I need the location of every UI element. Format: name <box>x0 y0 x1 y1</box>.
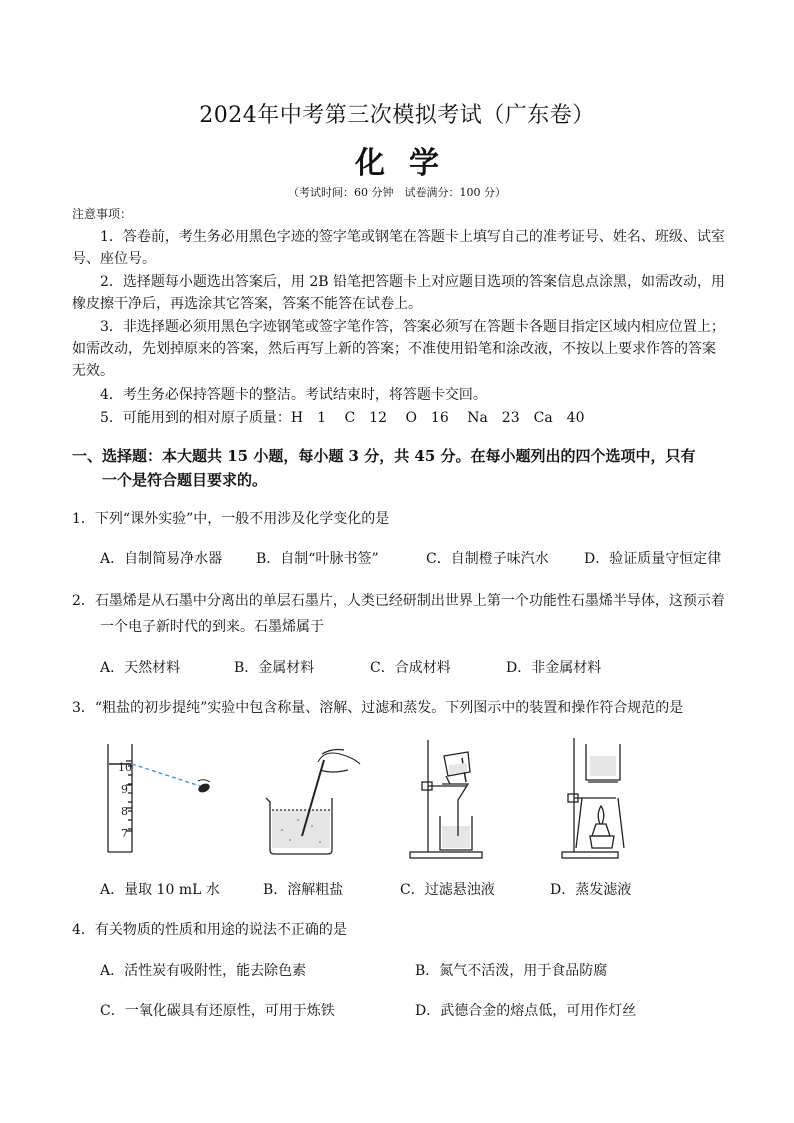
cylinder-tick-7: 7 <box>121 827 128 840</box>
question-4-option-b[interactable]: B．氮气不活泼，用于食品防腐 <box>415 963 608 979</box>
exam-info: （考试时间：60 分钟 试卷满分：100 分） <box>288 186 506 199</box>
question-3-option-b[interactable]: B．溶解粗盐 <box>263 882 344 898</box>
notice-item-2: 2．选择题每小题选出答案后，用 2B 铅笔把答题卡上对应题目选项的答案信息点涂黑，如需改动，用橡皮擦干净后，再选涂其它答案，答案不能答在试卷上。 <box>72 274 726 312</box>
cylinder-tick-10: 10 <box>118 761 132 774</box>
subject-title: 化学 <box>355 146 463 181</box>
question-4-option-d[interactable]: D．武德合金的熔点低，可用作灯丝 <box>415 1003 637 1019</box>
cylinder-tick-9: 9 <box>121 783 128 796</box>
graduated-cylinder-figure <box>100 738 230 858</box>
question-3-option-d[interactable]: D．蒸发滤液 <box>550 882 632 898</box>
notice-item-3: 3．非选择题必须用黑色字迹钢笔或签字笔作答，答案必须写在答题卡各题目指定区域内相应位置上；如需改动，先划掉原来的答案，然后再写上新的答案；不准使用铅笔和涂改液，不按以上要求作答的答案无效。 <box>72 319 725 379</box>
question-4-option-a[interactable]: A．活性炭有吸附性，能去除色素 <box>100 963 307 979</box>
filtration-figure <box>406 736 506 860</box>
question-2-option-d[interactable]: D．非金属材料 <box>506 660 602 676</box>
eye-icon <box>197 780 211 794</box>
question-4-stem: 4．有关物质的性质和用途的说法不正确的是 <box>72 922 347 938</box>
question-1-option-b[interactable]: B．自制“叶脉书签” <box>256 551 379 567</box>
section-heading-line2: 一个是符合题目要求的。 <box>102 471 268 489</box>
cylinder-tick-8: 8 <box>121 805 128 818</box>
question-1-option-d[interactable]: D．验证质量守恒定律 <box>584 551 722 567</box>
beaker-stirring-figure <box>262 740 372 858</box>
question-3-option-c[interactable]: C．过滤悬浊液 <box>400 882 495 898</box>
evaporation-figure <box>556 736 636 860</box>
question-1-option-c[interactable]: C．自制橙子味汽水 <box>426 551 549 567</box>
section-heading-line1: 一、选择题：本大题共 15 小题，每小题 3 分，共 45 分。在每小题列出的四个选项中，只有 <box>72 447 696 465</box>
exam-title: 2024年中考第三次模拟考试（广东卷） <box>199 103 595 128</box>
question-2-stem-line2: 一个电子新时代的到来。石墨烯属于 <box>100 619 324 635</box>
question-1-option-a[interactable]: A．自制简易净水器 <box>100 551 223 567</box>
question-2-option-c[interactable]: C．合成材料 <box>370 660 451 676</box>
question-2-option-a[interactable]: A．天然材料 <box>100 660 181 676</box>
question-2-option-b[interactable]: B．金属材料 <box>234 660 315 676</box>
notice-item-5: 5．可能用到的相对原子质量：H 1 C 12 O 16 Na 23 Ca 40 <box>100 410 585 426</box>
question-3-option-a[interactable]: A．量取 10 mL 水 <box>100 882 220 898</box>
question-1-stem: 1．下列“课外实验”中，一般不用涉及化学变化的是 <box>72 511 390 527</box>
question-4-option-c[interactable]: C．一氧化碳具有还原性，可用于炼铁 <box>100 1003 335 1019</box>
question-3-stem: 3．“粗盐的初步提纯”实验中包含称量、溶解、过滤和蒸发。下列图示中的装置和操作符合规范的是 <box>72 700 684 716</box>
question-2-stem-line1: 2．石墨烯是从石墨中分离出的单层石墨片，人类已经研制出世界上第一个功能性石墨烯半导体，这预示着 <box>72 593 725 609</box>
notice-title: 注意事项： <box>72 207 133 221</box>
section-heading <box>72 444 732 492</box>
notice-item-1: 1．答卷前，考生务必用黑色字迹的签字笔或钢笔在答题卡上填写自己的准考证号、姓名、班级、试室号、座位号。 <box>72 229 725 267</box>
notice-item-4: 4．考生务必保持答题卡的整洁。考试结束时，将答题卡交回。 <box>100 387 487 403</box>
